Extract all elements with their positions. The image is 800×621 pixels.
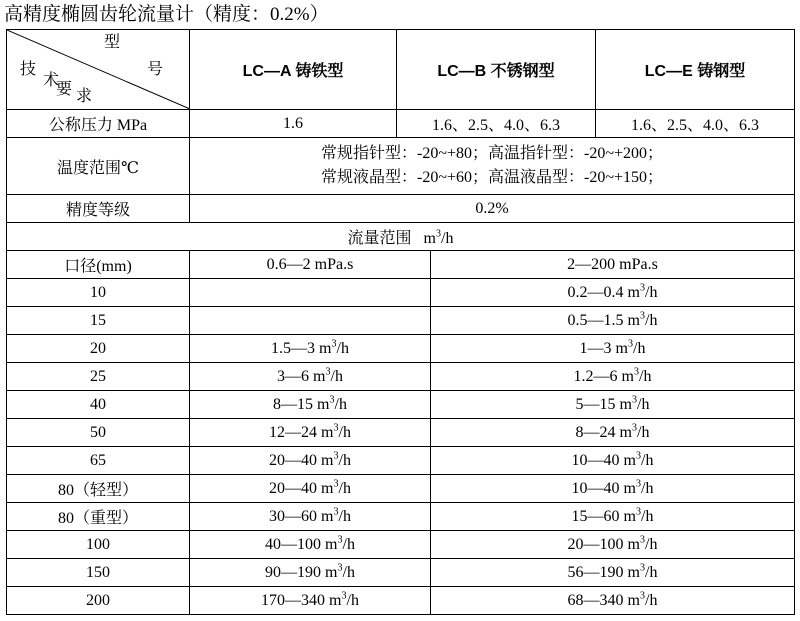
flow-range-unit: $m^3/h$ <box>423 228 454 247</box>
high-viscosity-flow-cell: 10—40 $m^3/h$ <box>431 447 795 475</box>
low-viscosity-flow-cell <box>190 279 431 307</box>
model-lc-a: LC—A 铸铁型 <box>190 30 397 110</box>
temperature-line-1: 常规指针型：-20~+80；高温指针型：-20~+200； <box>320 145 664 162</box>
accuracy-label: 精度等级 <box>7 195 190 223</box>
pressure-lc-a: 1.6 <box>190 110 397 138</box>
diameter-column-header: 口径(mm) <box>7 251 190 279</box>
diameter-cell: 65 <box>7 447 190 475</box>
high-viscosity-flow-cell: 68—340 $m^3/h$ <box>431 587 795 615</box>
table-row <box>7 531 795 559</box>
table-row <box>7 447 795 475</box>
pressure-label: 公称压力 MPa <box>7 110 190 138</box>
table-row <box>7 587 795 615</box>
high-viscosity-flow-cell: 1.2—6 $m^3/h$ <box>431 363 795 391</box>
model-lc-e: LC—E 铸钢型 <box>596 30 795 110</box>
diag-label-yao: 要 <box>56 81 73 98</box>
diameter-cell: 100 <box>7 531 190 559</box>
diameter-cell: 10 <box>7 279 190 307</box>
header-row <box>7 30 795 110</box>
low-viscosity-flow-cell: 30—60 $m^3/h$ <box>190 503 431 531</box>
flow-range-header-row <box>7 223 795 251</box>
high-viscosity-flow-cell: 15—60 $m^3/h$ <box>431 503 795 531</box>
table-row <box>7 307 795 335</box>
flow-range-text: 流量范围 <box>347 230 412 247</box>
pressure-row <box>7 110 795 138</box>
high-viscosity-flow-cell: 8—24 $m^3/h$ <box>431 419 795 447</box>
diameter-cell: 25 <box>7 363 190 391</box>
low-viscosity-flow-cell: 20—40 $m^3/h$ <box>190 447 431 475</box>
model-lc-b: LC—B 不锈钢型 <box>397 30 596 110</box>
low-viscosity-flow-cell: 170—340 $m^3/h$ <box>190 587 431 615</box>
diag-label-shu: 术 <box>43 72 60 89</box>
high-viscosity-flow-cell: 5—15 $m^3/h$ <box>431 391 795 419</box>
table-row <box>7 391 795 419</box>
diameter-cell: 20 <box>7 335 190 363</box>
diameter-cell: 80（重型） <box>7 503 190 531</box>
table-row <box>7 419 795 447</box>
column-header-row <box>7 251 795 279</box>
flow-range-header <box>7 223 795 251</box>
diameter-cell: 80（轻型） <box>7 475 190 503</box>
diag-label-hao: 号 <box>147 61 164 78</box>
table-row <box>7 279 795 307</box>
diameter-cell: 50 <box>7 419 190 447</box>
high-viscosity-flow-cell: 20—100 $m^3/h$ <box>431 531 795 559</box>
table-row <box>7 559 795 587</box>
temperature-row <box>7 138 795 195</box>
temperature-label: 温度范围℃ <box>7 138 190 195</box>
low-viscosity-column-header: 0.6—2 mPa.s <box>190 251 431 279</box>
low-viscosity-flow-cell: 12—24 $m^3/h$ <box>190 419 431 447</box>
low-viscosity-flow-cell: 90—190 $m^3/h$ <box>190 559 431 587</box>
table-row <box>7 475 795 503</box>
temperature-values <box>190 138 795 195</box>
high-viscosity-column-header: 2—200 mPa.s <box>431 251 795 279</box>
high-viscosity-flow-cell: 0.5—1.5 $m^3/h$ <box>431 307 795 335</box>
table-row <box>7 503 795 531</box>
diag-label-xing: 型 <box>104 34 121 51</box>
pressure-lc-b: 1.6、2.5、4.0、6.3 <box>397 110 596 138</box>
diag-label-ji: 技 <box>20 61 37 78</box>
high-viscosity-flow-cell: 1—3 $m^3/h$ <box>431 335 795 363</box>
diameter-cell: 40 <box>7 391 190 419</box>
diameter-cell: 15 <box>7 307 190 335</box>
spec-table <box>6 29 795 615</box>
accuracy-row <box>7 195 795 223</box>
high-viscosity-flow-cell: 56—190 $m^3/h$ <box>431 559 795 587</box>
pressure-lc-e: 1.6、2.5、4.0、6.3 <box>596 110 795 138</box>
diameter-cell: 150 <box>7 559 190 587</box>
low-viscosity-flow-cell: 20—40 $m^3/h$ <box>190 475 431 503</box>
diagonal-header-cell <box>7 30 190 110</box>
low-viscosity-flow-cell <box>190 307 431 335</box>
low-viscosity-flow-cell: 8—15 $m^3/h$ <box>190 391 431 419</box>
diag-label-qiu: 求 <box>76 88 93 105</box>
high-viscosity-flow-cell: 10—40 $m^3/h$ <box>431 475 795 503</box>
temperature-line-2: 常规液晶型：-20~+60；高温液晶型：-20~+150； <box>320 169 664 186</box>
low-viscosity-flow-cell: 1.5—3 $m^3/h$ <box>190 335 431 363</box>
table-row <box>7 363 795 391</box>
table-row <box>7 335 795 363</box>
diameter-cell: 200 <box>7 587 190 615</box>
accuracy-value: 0.2% <box>190 195 795 223</box>
page-title: 高精度椭圆齿轮流量计（精度：0.2%） <box>4 4 329 25</box>
high-viscosity-flow-cell: 0.2—0.4 $m^3/h$ <box>431 279 795 307</box>
low-viscosity-flow-cell: 3—6 $m^3/h$ <box>190 363 431 391</box>
low-viscosity-flow-cell: 40—100 $m^3/h$ <box>190 531 431 559</box>
